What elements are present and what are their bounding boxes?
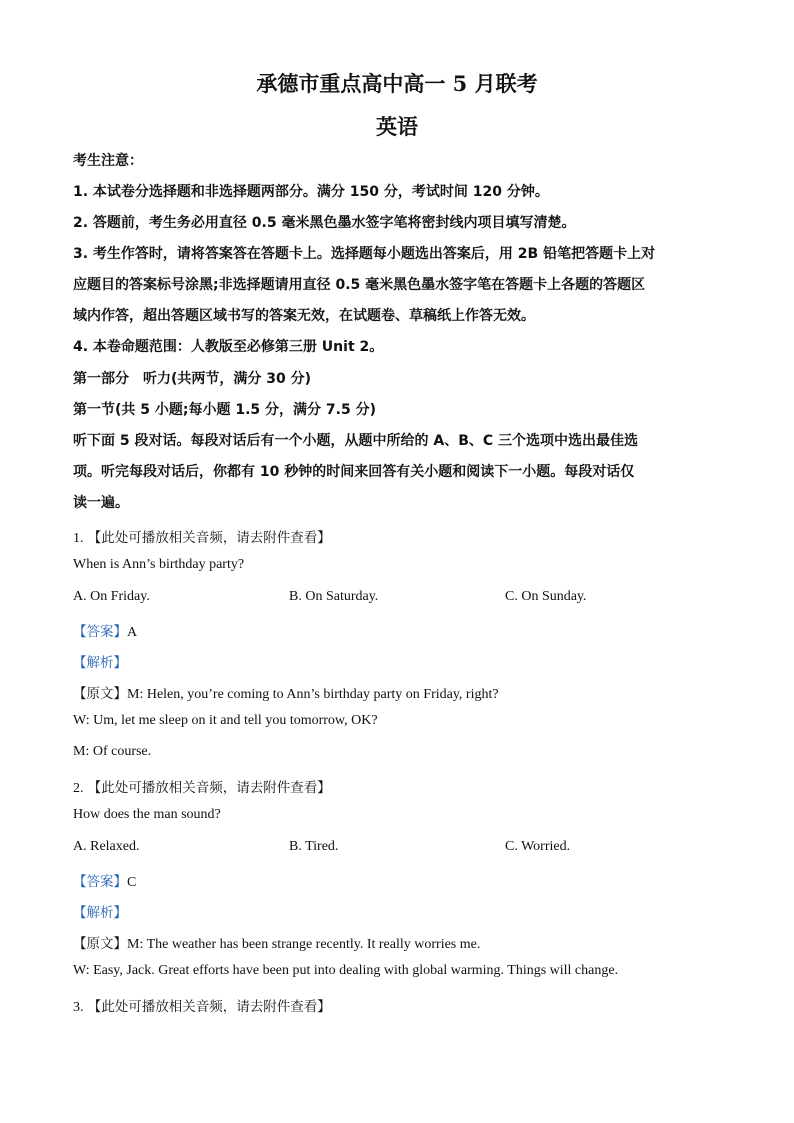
q3-header [73,995,331,1016]
q2-option-b: B. Tired. [289,839,339,854]
notice-item-1: 1. 本试卷分选择题和非选择题两部分。满分 150 分，考试时间 120 分钟。 [73,184,549,200]
q1-audio-link[interactable]: 【此处可播放相关音频，请去附件查看】 [87,530,331,546]
q1-question: When is Ann’s birthday party? [73,557,245,572]
q1-orig-tag: 【原文】 [73,686,127,702]
q2-answer-value: C [127,875,137,890]
q1-header [73,526,331,547]
section-heading: 第一节(共 5 小题;每小题 1.5 分，满分 7.5 分) [73,402,376,418]
instructions-line3: 读一遍。 [73,495,129,511]
notice-item-3-line1: 3. 考生作答时，请将答案答在答题卡上。选择题每小题选出答案后，用 2B 铅笔把答题卡上对 [73,246,656,262]
q2-analysis-tag: 【解析】 [73,905,127,921]
exam-subject: 英语 [376,114,418,139]
notice-heading: 考生注意： [73,153,143,169]
notice-item-3-line3: 域内作答，超出答题区域书写的答案无效，在试题卷、草稿纸上作答无效。 [73,308,535,324]
instructions-line2: 项。听完每段对话后，你都有 10 秒钟的时间来回答有关小题和阅读下一小题。每段对话仅 [73,464,635,480]
q3-audio-link[interactable]: 【此处可播放相关音频，请去附件查看】 [87,999,331,1015]
q2-answer [73,870,136,891]
q2-transcript-text1: M: The weather has been strange recently. It really worries me. [127,937,481,952]
q2-option-a: A. Relaxed. [73,839,140,854]
q2-answer-tag: 【答案】 [73,874,127,890]
instructions-line1: 听下面 5 段对话。每段对话后有一个小题，从题中所给的 A、B、C 三个选项中选出最佳选 [73,433,639,449]
notice-item-3-line2: 应题目的答案标号涂黑;非选择题请用直径 0.5 毫米黑色墨水签字笔在答题卡上各题的答题区 [73,277,646,293]
q1-option-c: C. On Sunday. [505,589,587,604]
q1-option-b: B. On Saturday. [289,589,379,604]
q3-number: 3. [73,1000,84,1015]
q2-header [73,776,331,797]
q1-answer [73,620,137,641]
part-heading: 第一部分 听力(共两节，满分 30 分) [73,371,312,387]
exam-title: 承德市重点高中高一 5 月联考 [256,71,538,96]
q1-option-a: A. On Friday. [73,589,150,604]
q2-orig-tag: 【原文】 [73,936,127,952]
notice-item-2: 2. 答题前，考生务必用直径 0.5 毫米黑色墨水签字笔将密封线内项目填写清楚。 [73,215,576,231]
q2-transcript-line1 [73,932,480,953]
q1-transcript-line3: M: Of course. [73,744,152,759]
q1-number: 1. [73,531,84,546]
q1-transcript-line1 [73,682,499,703]
q1-analysis-tag: 【解析】 [73,655,127,671]
q1-answer-value: A [127,625,138,640]
q1-transcript-text1: M: Helen, you’re coming to Ann’s birthday party on Friday, right? [127,687,499,702]
q2-option-c: C. Worried. [505,839,571,854]
notice-item-4: 4. 本卷命题范围：人教版至必修第三册 Unit 2。 [73,339,384,355]
q1-answer-tag: 【答案】 [73,624,127,640]
q2-question: How does the man sound? [73,807,221,822]
q2-transcript-line2: W: Easy, Jack. Great efforts have been put into dealing with global warming. Things will change. [73,963,619,978]
q2-number: 2. [73,781,84,796]
q1-transcript-line2: W: Um, let me sleep on it and tell you tomorrow, OK? [73,713,378,728]
q2-audio-link[interactable]: 【此处可播放相关音频，请去附件查看】 [87,780,331,796]
